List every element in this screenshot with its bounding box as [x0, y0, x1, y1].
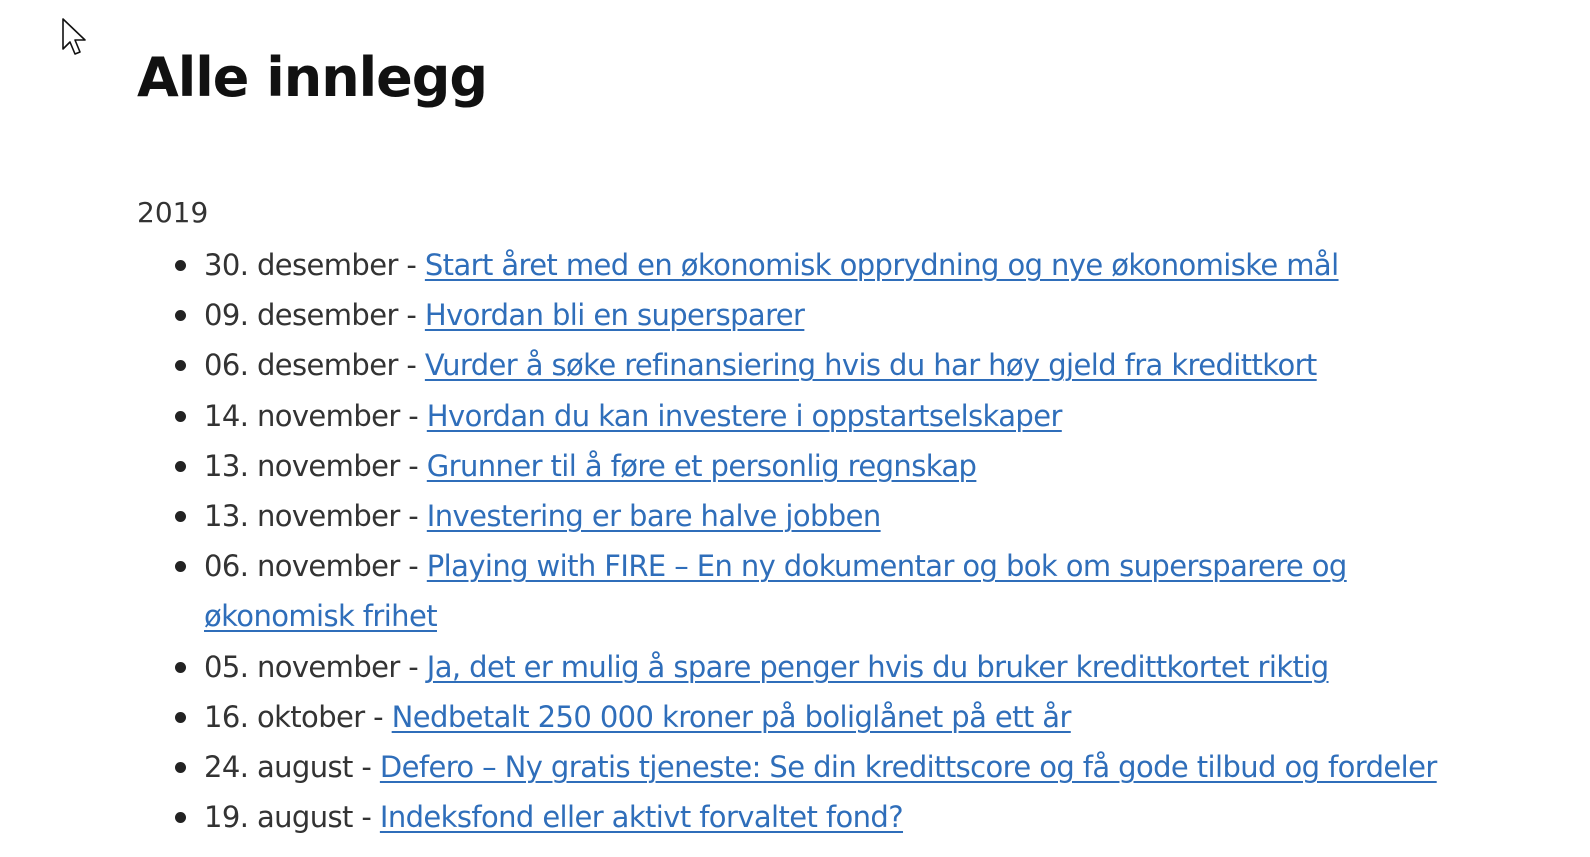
- post-link[interactable]: Grunner til å føre et personlig regnskap: [426, 448, 977, 483]
- date-separator: -: [364, 699, 392, 734]
- post-date: 09. desember: [204, 298, 398, 333]
- post-date: 16. oktober: [204, 699, 365, 734]
- date-separator: -: [399, 448, 427, 483]
- date-separator: -: [352, 750, 380, 785]
- list-item: [204, 391, 1504, 441]
- post-link[interactable]: Indeksfond eller aktivt forvaltet fond?: [379, 800, 904, 835]
- date-separator: -: [397, 248, 425, 282]
- post-link[interactable]: Defero – Ny gratis tjeneste: Se din kredittscore og få gode tilbud og fordeler: [379, 750, 1437, 785]
- date-separator: -: [352, 800, 380, 835]
- post-link[interactable]: Hvordan bli en supersparer: [424, 298, 805, 333]
- post-link[interactable]: Hvordan du kan investere i oppstartselskaper: [426, 398, 1062, 433]
- date-separator: -: [397, 298, 425, 333]
- post-date: 06. november: [204, 549, 400, 584]
- post-date: 05. november: [204, 649, 400, 684]
- list-item: [204, 491, 1504, 541]
- post-link[interactable]: Playing with FIRE – En ny dokumentar og bok om supersparere og økonomisk frihet: [204, 549, 1347, 634]
- list-item: [204, 290, 1504, 340]
- year-heading: 2019: [137, 196, 209, 229]
- post-date: 24. august: [204, 750, 353, 785]
- page-title: Alle innlegg: [137, 46, 488, 109]
- post-date: 19. august: [204, 800, 353, 835]
- date-separator: -: [397, 348, 425, 383]
- list-item: [204, 692, 1504, 742]
- post-date: 14. november: [204, 398, 400, 433]
- list-item: [204, 541, 1504, 641]
- post-date: 30. desember: [204, 248, 398, 282]
- list-item: [204, 340, 1504, 390]
- date-separator: -: [399, 499, 427, 534]
- post-link[interactable]: Investering er bare halve jobben: [426, 499, 881, 534]
- date-separator: -: [399, 549, 427, 584]
- post-link[interactable]: Vurder å søke refinansiering hvis du har høy gjeld fra kredittkort: [424, 348, 1317, 383]
- list-item: [204, 240, 1504, 290]
- post-link[interactable]: Nedbetalt 250 000 kroner på boliglånet på ett år: [391, 699, 1071, 734]
- post-link[interactable]: Ja, det er mulig å spare penger hvis du bruker kredittkortet riktig: [426, 649, 1329, 684]
- mouse-pointer-icon: [61, 17, 89, 57]
- list-item: [204, 742, 1504, 792]
- list-item: [204, 441, 1504, 491]
- list-item: [204, 642, 1504, 692]
- post-date: 13. november: [204, 499, 400, 534]
- date-separator: -: [399, 398, 427, 433]
- date-separator: -: [399, 649, 427, 684]
- post-date: 13. november: [204, 448, 400, 483]
- list-item: [204, 792, 1504, 842]
- post-link[interactable]: Start året med en økonomisk opprydning og nye økonomiske mål: [424, 248, 1339, 282]
- post-list: [137, 240, 1504, 842]
- post-date: 06. desember: [204, 348, 398, 383]
